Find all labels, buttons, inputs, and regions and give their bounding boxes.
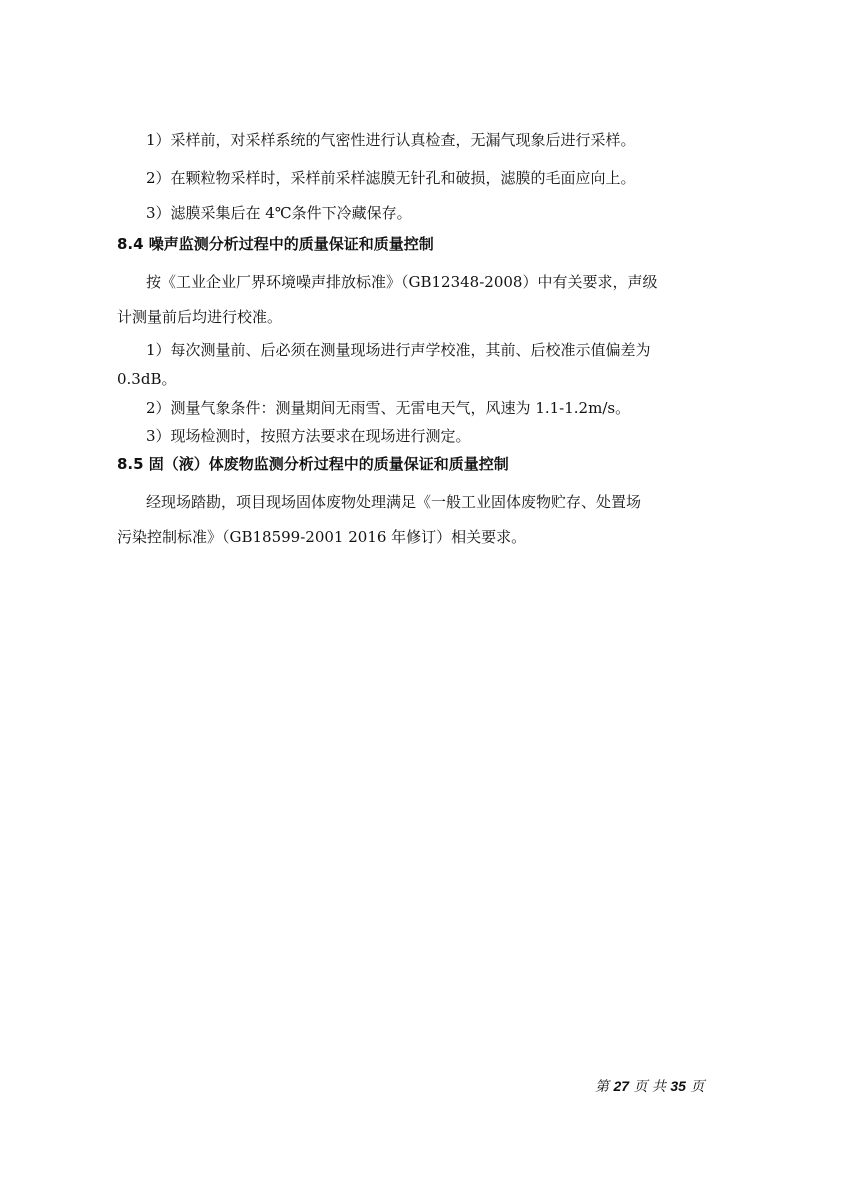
noise-intro-line-2: 计测量前后均进行校准。	[117, 308, 283, 326]
section-heading-8-4: 8.4 噪声监测分析过程中的质量保证和质量控制	[117, 235, 434, 253]
noise-item-1-line-2: 0.3dB。	[117, 370, 177, 388]
sampling-item-2: 2）在颗粒物采样时，采样前采样滤膜无针孔和破损，滤膜的毛面应向上。	[146, 169, 636, 187]
section-heading-8-5: 8.5 固（液）体废物监测分析过程中的质量保证和质量控制	[117, 455, 509, 473]
noise-item-3: 3）现场检测时，按照方法要求在现场进行测定。	[146, 427, 471, 445]
total-pages-number: 35	[670, 1078, 686, 1094]
solid-waste-para-line-1: 经现场踏勘，项目现场固体废物处理满足《一般工业固体废物贮存、处置场	[146, 493, 642, 511]
current-page-number: 27	[613, 1078, 630, 1094]
footer-suffix: 页	[690, 1079, 705, 1095]
footer-prefix: 第	[595, 1079, 609, 1095]
sampling-item-1: 1）采样前，对采样系统的气密性进行认真检查，无漏气现象后进行采样。	[146, 131, 636, 149]
noise-item-1-line-1: 1）每次测量前、后必须在测量现场进行声学校准，其前、后校准示值偏差为	[146, 341, 651, 359]
noise-intro-line-1: 按《工业企业厂界环境噪声排放标准》（GB12348-2008）中有关要求，声级	[146, 273, 658, 291]
sampling-item-3: 3）滤膜采集后在 4℃条件下冷藏保存。	[146, 204, 412, 222]
noise-item-2: 2）测量气象条件：测量期间无雨雪、无雷电天气，风速为 1.1-1.2m/s。	[146, 399, 631, 417]
page-number-footer	[595, 1077, 704, 1096]
solid-waste-para-line-2: 污染控制标准》（GB18599-2001 2016 年修订）相关要求。	[117, 528, 527, 546]
footer-middle: 页 共	[633, 1079, 666, 1095]
